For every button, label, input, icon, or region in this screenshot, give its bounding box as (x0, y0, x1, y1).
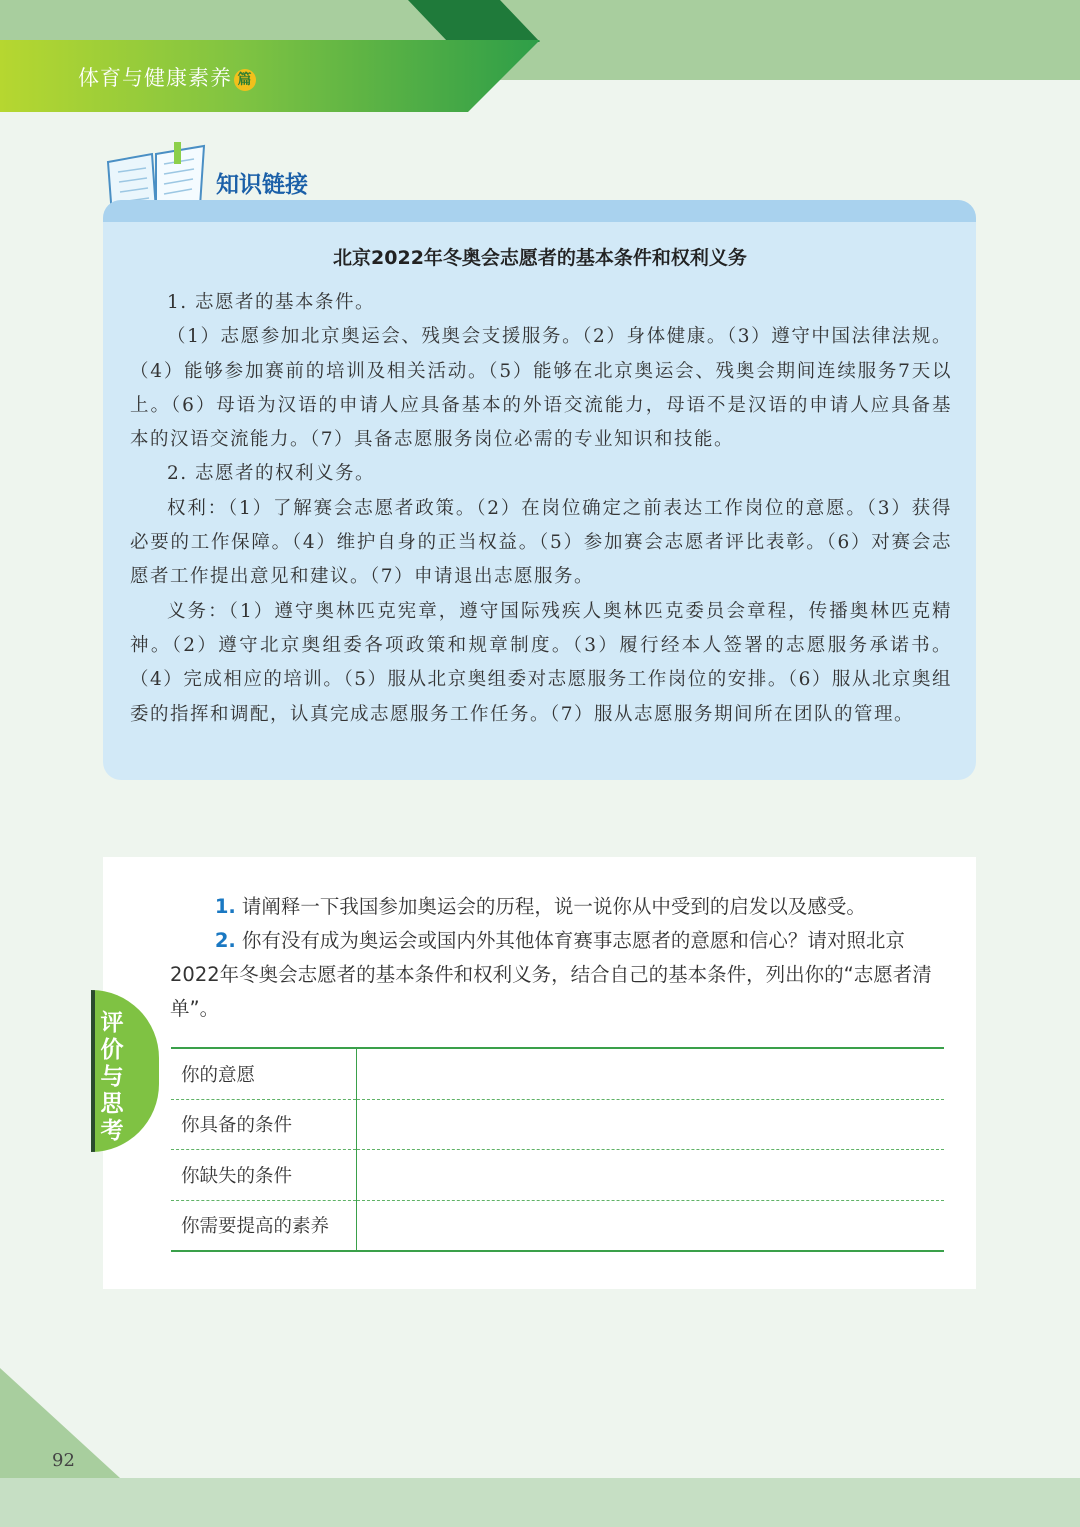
row-label: 你需要提高的素养 (171, 1200, 357, 1251)
table-row (171, 1200, 944, 1251)
answer-cell[interactable] (357, 1099, 945, 1150)
knowledge-paragraph: 义务：（1）遵守奥林匹克宪章，遵守国际残疾人奥林匹克委员会章程，传播奥林匹克精神。（2）遵守北京奥组委各项政策和规章制度。（3）履行经本人签署的志愿服务承诺书。（4）完成相应的培训。（5）服从北京奥组委对志愿服务工作岗位的安排。（6）服从北京奥组委的指挥和调配，认真完成志愿服务工作任务。（7）服从志愿服务期间所在团队的管理。 (130, 600, 952, 725)
table-row (171, 1048, 944, 1099)
question-list (170, 890, 942, 1026)
row-label: 你的意愿 (171, 1048, 357, 1099)
table-row (171, 1150, 944, 1201)
bottom-strip (0, 1478, 1080, 1527)
question-number: 1. (214, 895, 236, 918)
answer-cell[interactable] (357, 1048, 945, 1099)
answer-cell[interactable] (357, 1150, 945, 1201)
question-number: 2. (214, 929, 236, 952)
question-item (170, 924, 942, 1026)
knowledge-paragraph: 2. 志愿者的权利义务。 (167, 463, 376, 485)
knowledge-box-header (103, 200, 976, 222)
evaluation-tab-label: 评价与思考 (100, 1010, 124, 1144)
question-text: 你有没有成为奥运会或国内外其他体育赛事志愿者的意愿和信心？请对照北京2022年冬奥会志愿者的基本条件和权利义务，结合自己的基本条件，列出你的“志愿者清单”。 (170, 929, 932, 1020)
chapter-badge: 篇 (234, 69, 256, 91)
question-text: 请阐释一下我国参加奥运会的历程，说一说你从中受到的启发以及感受。 (241, 895, 866, 918)
knowledge-heading: 北京2022年冬奥会志愿者的基本条件和权利义务 (333, 247, 747, 269)
page-number: 92 (52, 1450, 75, 1471)
knowledge-paragraph: 1. 志愿者的基本条件。 (167, 292, 376, 313)
volunteer-checklist-table (171, 1047, 944, 1252)
answer-cell[interactable] (357, 1200, 945, 1251)
chapter-title-text: 体育与健康素养 (78, 66, 232, 90)
chapter-title (78, 62, 256, 92)
knowledge-paragraph: 权利：（1）了解赛会志愿者政策。（2）在岗位确定之前表达工作岗位的意愿。（3）获得必要的工作保障。（4）维护自身的正当权益。（5）参加赛会志愿者评比表彰。（6）对赛会志愿者工作提出意见和建议。（7）申请退出志愿服务。 (130, 497, 952, 588)
row-label: 你具备的条件 (171, 1099, 357, 1150)
row-label: 你缺失的条件 (171, 1150, 357, 1201)
table-row (171, 1099, 944, 1150)
knowledge-link-title: 知识链接 (216, 172, 308, 198)
knowledge-paragraph: （1）志愿参加北京奥运会、残奥会支援服务。（2）身体健康。（3）遵守中国法律法规。（4）能够参加赛前的培训及相关活动。（5）能够在北京奥运会、残奥会期间连续服务7天以上。（6）母语为汉语的申请人应具备基本的外语交流能力，母语不是汉语的申请人应具备基本的汉语交流能力。（7）具备志愿服务岗位必需的专业知识和技能。 (130, 326, 952, 451)
question-item (170, 890, 942, 924)
knowledge-body (130, 286, 952, 732)
